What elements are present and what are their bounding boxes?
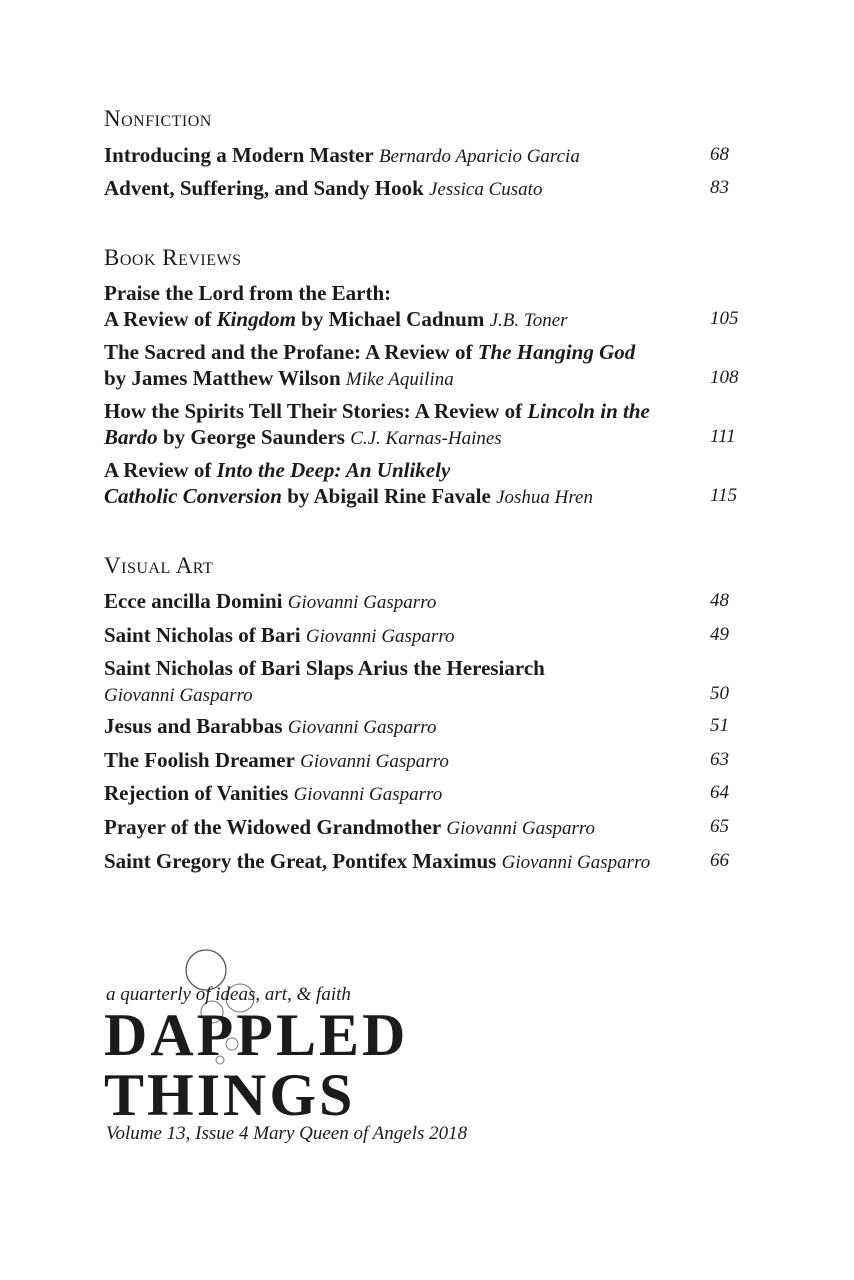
entry-author: Giovanni Gasparro — [300, 751, 449, 772]
masthead-title-line1: DAPPLED — [104, 1002, 409, 1068]
section-heading-book-reviews: Book Reviews — [104, 245, 242, 270]
entry-title: Saint Nicholas of Bari Slaps Arius the Heresiarch — [104, 656, 545, 680]
toc-entry — [104, 398, 744, 450]
entry-page: 49 — [710, 624, 729, 645]
entry-book-title: Bardo — [104, 425, 158, 449]
entry-author: C.J. Karnas-Haines — [350, 428, 502, 449]
entry-book-title: Lincoln in the — [527, 399, 650, 423]
toc-entry — [104, 622, 744, 648]
entry-author: Giovanni Gasparro — [501, 852, 651, 873]
entry-title: Advent, Suffering, and Sandy Hook — [104, 176, 424, 200]
entry-page: 115 — [710, 485, 738, 506]
entry-book-title: Into the Deep: An Unlikely — [216, 458, 451, 482]
entry-title: Ecce ancilla Domini — [104, 589, 283, 613]
entry-author: Giovanni Gasparro — [287, 717, 437, 738]
entry-author: Joshua Hren — [496, 487, 593, 508]
entry-book-title: Kingdom — [216, 307, 296, 331]
entry-author: Mike Aquilina — [345, 369, 454, 390]
toc-entry — [104, 747, 744, 773]
entry-title-part: The Sacred and the Profane: A Review of — [104, 340, 478, 364]
section-heading-nonfiction: Nonfiction — [104, 106, 212, 131]
entry-title-part: A Review of — [104, 307, 217, 331]
entry-page: 51 — [710, 715, 729, 736]
entry-title-part: by Michael Cadnum — [295, 307, 485, 331]
entry-page: 63 — [710, 749, 729, 770]
entry-author: Jessica Cusato — [429, 179, 543, 200]
entry-title: The Foolish Dreamer — [104, 748, 295, 772]
entry-page: 108 — [710, 367, 739, 388]
entry-title-part: How the Spirits Tell Their Stories: A Review of — [104, 399, 528, 423]
toc-entry — [104, 713, 744, 739]
entry-page: 83 — [710, 177, 729, 198]
section-heading-visual-art: Visual Art — [104, 553, 214, 578]
entry-author: Giovanni Gasparro — [104, 685, 253, 706]
entry-page: 68 — [710, 144, 729, 165]
toc-entry — [104, 814, 744, 840]
entry-page: 105 — [710, 308, 739, 329]
entry-page: 111 — [710, 426, 736, 447]
entry-page: 66 — [710, 850, 729, 871]
entry-title-part: by James Matthew Wilson — [104, 366, 341, 390]
tagline: a quarterly of ideas, art, & faith — [106, 984, 351, 1005]
entry-author: Bernardo Aparicio Garcia — [378, 146, 580, 167]
toc-entry — [104, 457, 744, 509]
entry-title: Rejection of Vanities — [104, 781, 289, 805]
entry-title-part: by George Saunders — [157, 425, 345, 449]
toc-entry — [104, 588, 744, 614]
entry-page: 65 — [710, 816, 729, 837]
entry-title-part: A Review of — [104, 458, 217, 482]
toc-entry — [104, 339, 744, 391]
toc-entry — [104, 280, 744, 332]
issue-info: Volume 13, Issue 4 Mary Queen of Angels 2018 — [106, 1123, 468, 1144]
masthead-title-line2: THINGS — [104, 1062, 356, 1128]
entry-title: Saint Nicholas of Bari — [104, 623, 301, 647]
toc-entry — [104, 848, 744, 874]
entry-author: Giovanni Gasparro — [287, 592, 437, 613]
entry-title: Praise the Lord from the Earth: — [104, 281, 392, 305]
entry-page: 50 — [710, 683, 729, 704]
toc-entry — [104, 142, 744, 168]
entry-page: 64 — [710, 782, 729, 803]
entry-page: 48 — [710, 590, 729, 611]
entry-title: Prayer of the Widowed Grandmother — [104, 815, 442, 839]
entry-title: Jesus and Barabbas — [104, 714, 283, 738]
entry-author: Giovanni Gasparro — [293, 784, 443, 805]
entry-author: Giovanni Gasparro — [305, 626, 455, 647]
entry-book-title: Catholic Conversion — [104, 484, 282, 508]
toc-entry — [104, 655, 744, 707]
toc-entry — [104, 780, 744, 806]
entry-title-part: by Abigail Rine Favale — [281, 484, 491, 508]
entry-title: Introducing a Modern Master — [104, 143, 374, 167]
entry-author: J.B. Toner — [489, 310, 568, 331]
toc-entry — [104, 175, 744, 201]
entry-book-title: The Hanging God — [477, 340, 636, 364]
entry-title: Saint Gregory the Great, Pontifex Maximus — [104, 849, 497, 873]
entry-author: Giovanni Gasparro — [446, 818, 596, 839]
